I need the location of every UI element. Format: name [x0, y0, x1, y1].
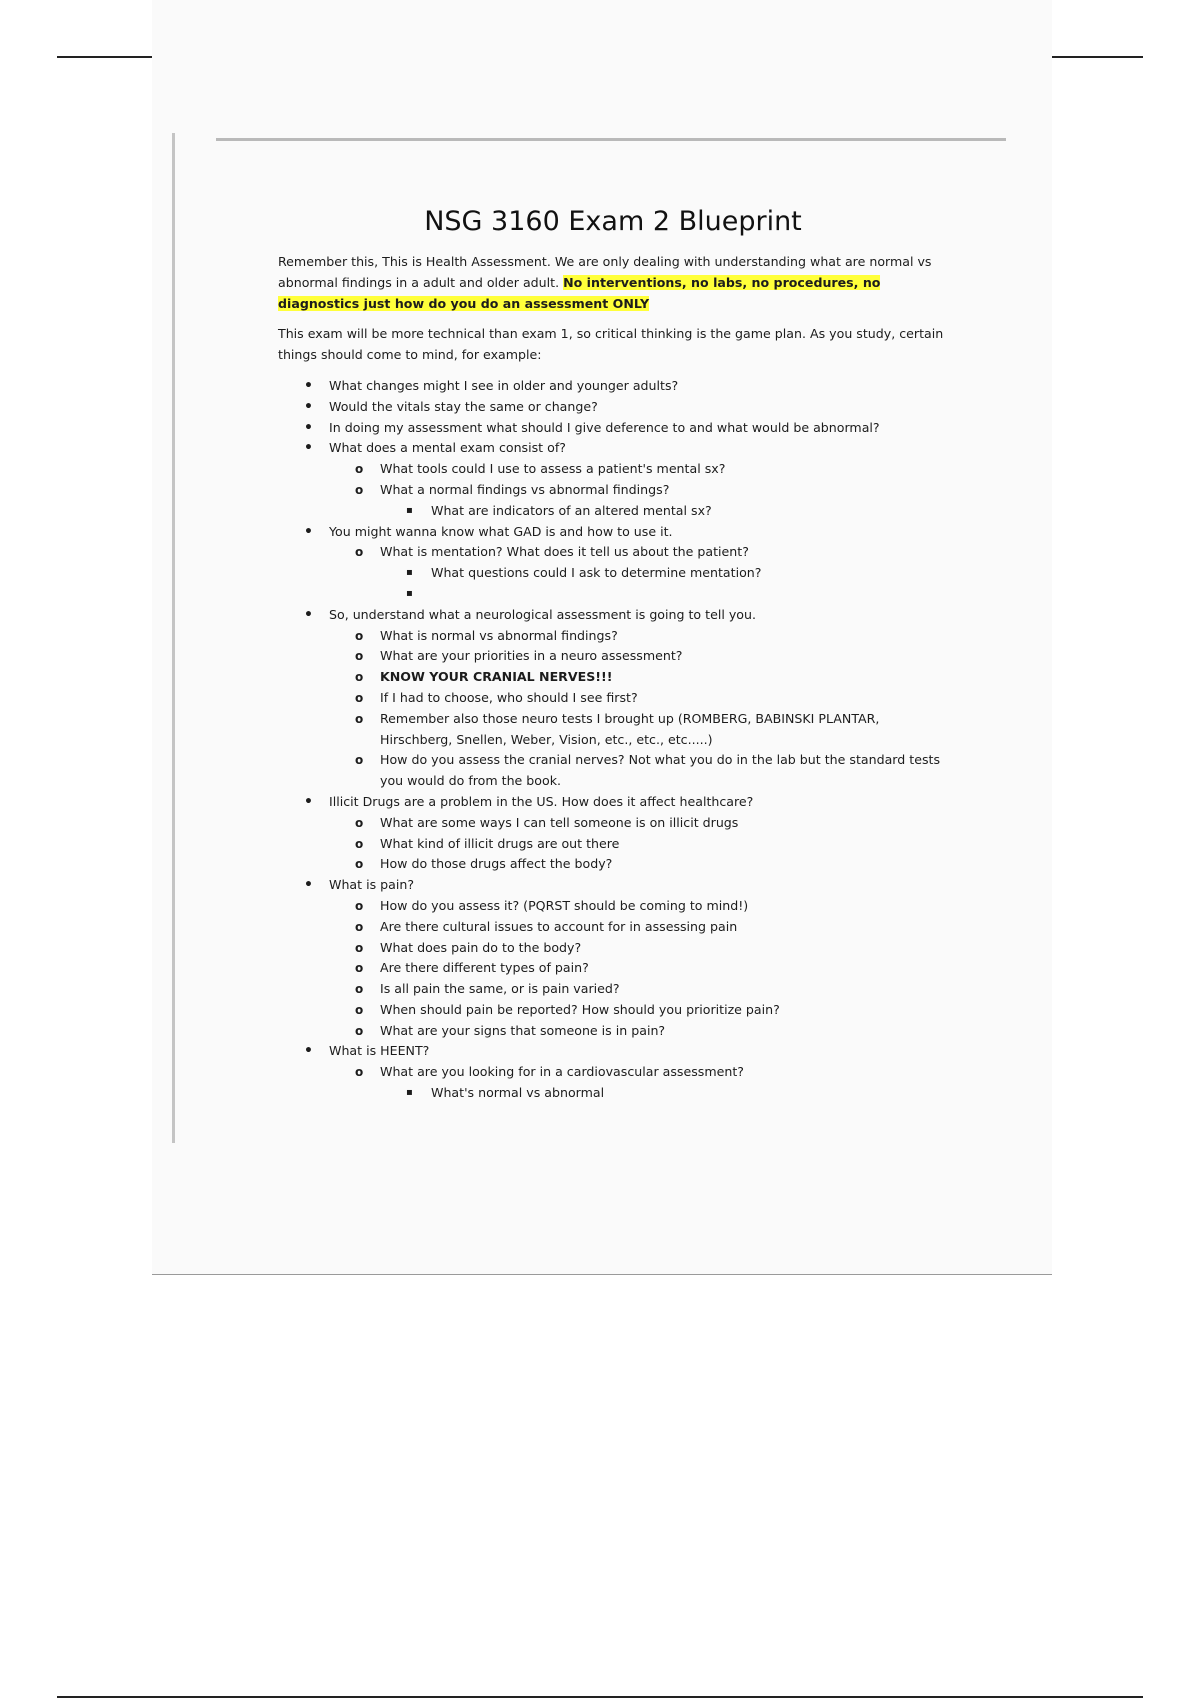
list-item-level-2: o What does pain do to the body?	[278, 938, 948, 959]
intro-paragraph	[278, 252, 948, 314]
list-item-level-1: • So, understand what a neurological assessment is going to tell you.	[278, 605, 948, 626]
document-left-border	[172, 133, 175, 1143]
list-item-level-2: o What are you looking for in a cardiovascular assessment?	[278, 1062, 948, 1083]
list-item-level-1: • What changes might I see in older and younger adults?	[278, 376, 948, 397]
list-item-level-1: • What is pain?	[278, 875, 948, 896]
document-top-rule	[216, 138, 1006, 141]
document-body	[278, 200, 948, 1104]
list-item-level-1: • What is HEENT?	[278, 1041, 948, 1062]
study-paragraph: This exam will be more technical than exam 1, so critical thinking is the game plan. As you study, certain things should come to mind, for example:	[278, 326, 944, 363]
list-item-level-2: o If I had to choose, who should I see first?	[278, 688, 948, 709]
list-item-level-2: o Are there different types of pain?	[278, 958, 948, 979]
list-item-level-2: o What is normal vs abnormal findings?	[278, 626, 948, 647]
list-item-level-2: o What tools could I use to assess a patient's mental sx?	[278, 459, 948, 480]
list-item-level-2: o What are your signs that someone is in pain?	[278, 1021, 948, 1042]
list-item-level-1: • In doing my assessment what should I give deference to and what would be abnormal?	[278, 418, 948, 439]
list-item-level-2: o What is mentation? What does it tell us about the patient?	[278, 542, 948, 563]
footer-rule	[57, 1696, 1143, 1698]
list-item-level-2: o When should pain be reported? How should you prioritize pain?	[278, 1000, 948, 1021]
intro-highlight: No interventions, no labs, no procedures, no diagnostics just how do you do an assessment ONLY	[278, 274, 881, 311]
list-item-level-3: ▪ What questions could I ask to determine mentation?	[278, 563, 948, 584]
list-item-level-1: • Would the vitals stay the same or change?	[278, 397, 948, 418]
list-item-level-2: o What a normal findings vs abnormal findings?	[278, 480, 948, 501]
list-item-level-3	[278, 584, 948, 605]
document-title: NSG 3160 Exam 2 Blueprint	[424, 206, 802, 237]
list-item-level-2: o Are there cultural issues to account for in assessing pain	[278, 917, 948, 938]
intro-text: Remember this, This is Health Assessment. We are only dealing with understanding what are normal vs abnormal findings in a adult and older adult.	[278, 254, 932, 290]
list-item-level-2: o How do you assess the cranial nerves? Not what you do in the lab but the standard tests you would do from the book.	[278, 750, 948, 792]
list-item-level-2: o What kind of illicit drugs are out there	[278, 834, 948, 855]
top-right-rule	[1051, 56, 1143, 58]
list-item-level-1: • What does a mental exam consist of?	[278, 438, 948, 459]
list-item-level-2: o What are some ways I can tell someone is on illicit drugs	[278, 813, 948, 834]
list-item-level-2: o KNOW YOUR CRANIAL NERVES!!!	[278, 667, 948, 688]
list-item-level-2: o What are your priorities in a neuro assessment?	[278, 646, 948, 667]
list-item-level-1: • You might wanna know what GAD is and how to use it.	[278, 522, 948, 543]
list-item-level-3: ▪ What are indicators of an altered mental sx?	[278, 501, 948, 522]
list-item-level-1: • Illicit Drugs are a problem in the US. How does it affect healthcare?	[278, 792, 948, 813]
list-item-level-2: o How do you assess it? (PQRST should be coming to mind!)	[278, 896, 948, 917]
page-bottom-edge	[152, 1274, 1052, 1275]
blueprint-list	[278, 376, 948, 1104]
list-item-level-2: o Remember also those neuro tests I brought up (ROMBERG, BABINSKI PLANTAR, Hirschberg, Snellen, Weber, Vision, etc., etc., etc.....)	[278, 709, 948, 751]
list-item-level-2: o How do those drugs affect the body?	[278, 854, 948, 875]
list-item-level-2: o Is all pain the same, or is pain varied?	[278, 979, 948, 1000]
top-left-rule	[57, 56, 152, 58]
list-item-level-3: ▪ What's normal vs abnormal	[278, 1083, 948, 1104]
